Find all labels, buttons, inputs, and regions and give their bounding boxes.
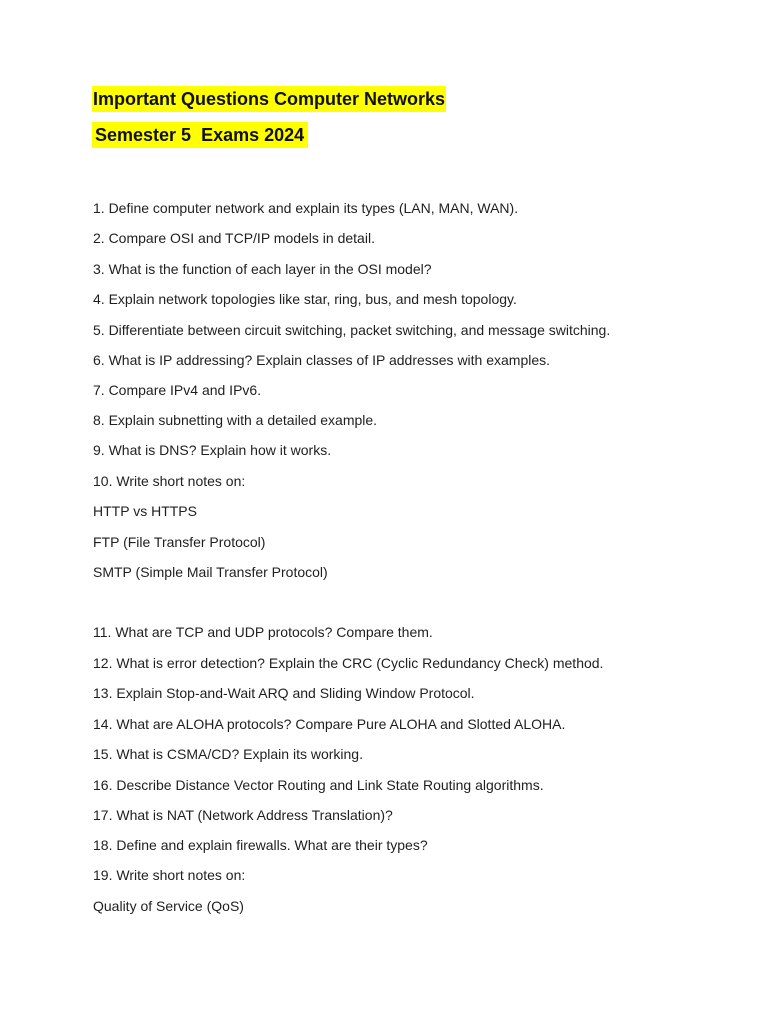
question-line: 3. What is the function of each layer in the OSI model? bbox=[93, 261, 432, 277]
document-title: Important Questions Computer Networks bbox=[92, 86, 446, 112]
question-line: 18. Define and explain firewalls. What are their types? bbox=[93, 837, 428, 853]
question-line: 11. What are TCP and UDP protocols? Compare them. bbox=[93, 624, 433, 640]
question-line: 14. What are ALOHA protocols? Compare Pure ALOHA and Slotted ALOHA. bbox=[93, 716, 566, 732]
question-line: 17. What is NAT (Network Address Translation)? bbox=[93, 807, 393, 823]
sub-item-line: Quality of Service (QoS) bbox=[93, 898, 244, 914]
question-line: 16. Describe Distance Vector Routing and Link State Routing algorithms. bbox=[93, 777, 544, 793]
question-line: 13. Explain Stop-and-Wait ARQ and Sliding Window Protocol. bbox=[93, 685, 475, 701]
question-line: 10. Write short notes on: bbox=[93, 473, 246, 489]
question-line: 1. Define computer network and explain its types (LAN, MAN, WAN). bbox=[93, 200, 519, 216]
question-line: 7. Compare IPv4 and IPv6. bbox=[93, 382, 262, 398]
sub-item-line: FTP (File Transfer Protocol) bbox=[93, 534, 266, 550]
document-subtitle: Semester 5 Exams 2024 bbox=[92, 122, 308, 148]
question-line: 5. Differentiate between circuit switching, packet switching, and message switching. bbox=[93, 322, 611, 338]
question-line: 4. Explain network topologies like star, ring, bus, and mesh topology. bbox=[93, 291, 517, 307]
question-line: 15. What is CSMA/CD? Explain its working. bbox=[93, 746, 363, 762]
question-line: 12. What is error detection? Explain the CRC (Cyclic Redundancy Check) method. bbox=[93, 655, 604, 671]
question-line: 8. Explain subnetting with a detailed example. bbox=[93, 412, 378, 428]
sub-item-line: SMTP (Simple Mail Transfer Protocol) bbox=[93, 564, 328, 580]
question-line: 6. What is IP addressing? Explain classes of IP addresses with examples. bbox=[93, 352, 551, 368]
question-line: 2. Compare OSI and TCP/IP models in detail. bbox=[93, 230, 375, 246]
question-line: 9. What is DNS? Explain how it works. bbox=[93, 442, 332, 458]
question-line: 19. Write short notes on: bbox=[93, 867, 246, 883]
sub-item-line: HTTP vs HTTPS bbox=[93, 503, 197, 519]
